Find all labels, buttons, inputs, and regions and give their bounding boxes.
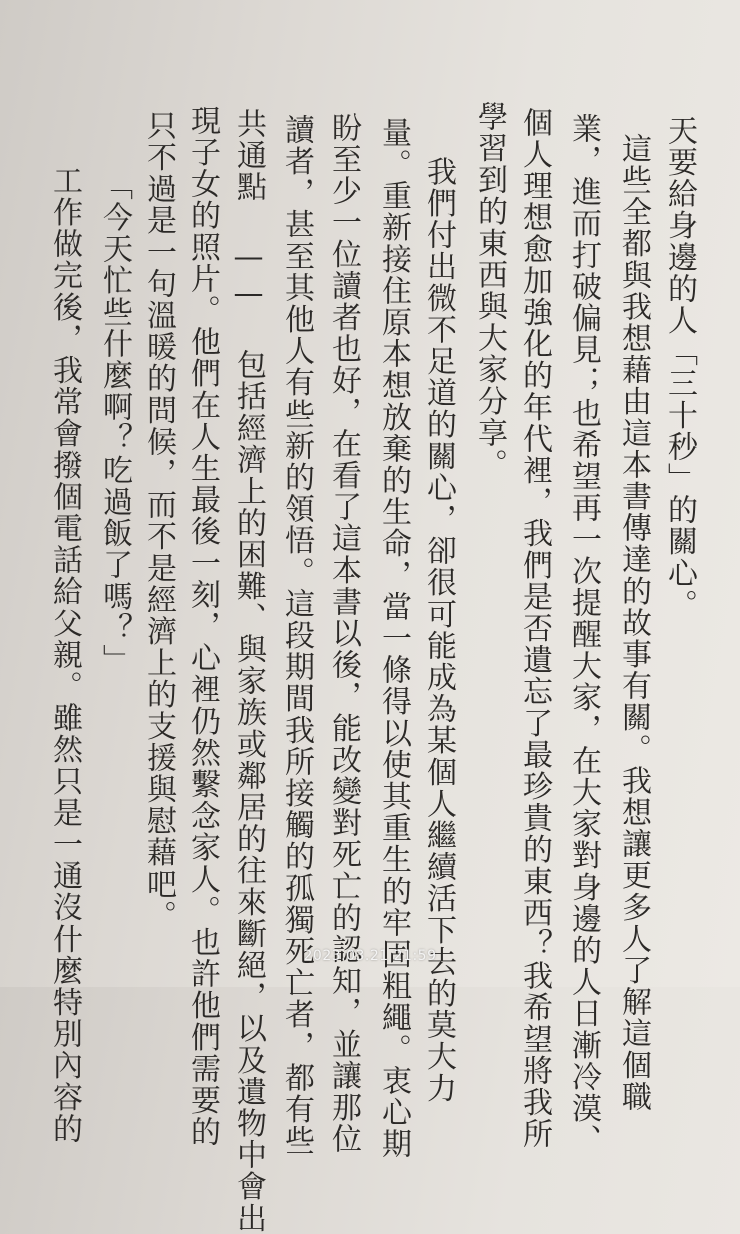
text-column: 盼至少一位讀者也好，在看了這本書以後，能改變對死亡的認知，並讓那位: [326, 112, 361, 1155]
text-column: 業，進而打破偏見；也希望再一次提醒大家，在大家對身邊的人日漸冷漠、: [566, 113, 601, 1156]
text-column: 天要給身邊的人「三十秒」的關心。: [662, 115, 697, 621]
text-column: 個人理想愈加強化的年代裡，我們是否遺忘了最珍貴的東西？我希望將我所: [517, 107, 552, 1150]
text-column: 我們付出微不足道的關心，卻很可能成為某個人繼續活下去的莫大力: [421, 156, 456, 1104]
text-column: 共通點 —— 包括經濟上的困難、與家族或鄰居的往來斷絕，以及遺物中會出: [231, 108, 266, 1234]
text-column: 這些全都與我想藉由這本書傳達的故事有關。我想讓更多人了解這個職: [616, 133, 651, 1113]
photo-timestamp: 2023.03.21 21:59: [303, 948, 437, 964]
text-column: 只不過是一句溫暖的問候，而不是經濟上的支援與慰藉吧。: [141, 110, 176, 932]
text-column: 量。重新接住原本想放棄的生命，當一條得以使其重生的牢固粗繩。衷心期: [376, 117, 411, 1160]
text-column: 工作做完後，我常會撥個電話給父親。雖然只是一通沒什麼特別內容的: [47, 165, 82, 1145]
quote-column: 「今天忙些什麼啊？吃過飯了嗎？」: [97, 170, 132, 676]
text-column: 學習到的東西與大家分享。: [472, 101, 507, 481]
text-column: 讀者，甚至其他人有些新的領悟。這段期間我所接觸的孤獨死亡者，都有些: [279, 114, 314, 1157]
text-column: 現子女的照片。他們在人生最後一刻，心裡仍然繫念家人。也許他們需要的: [185, 105, 220, 1148]
